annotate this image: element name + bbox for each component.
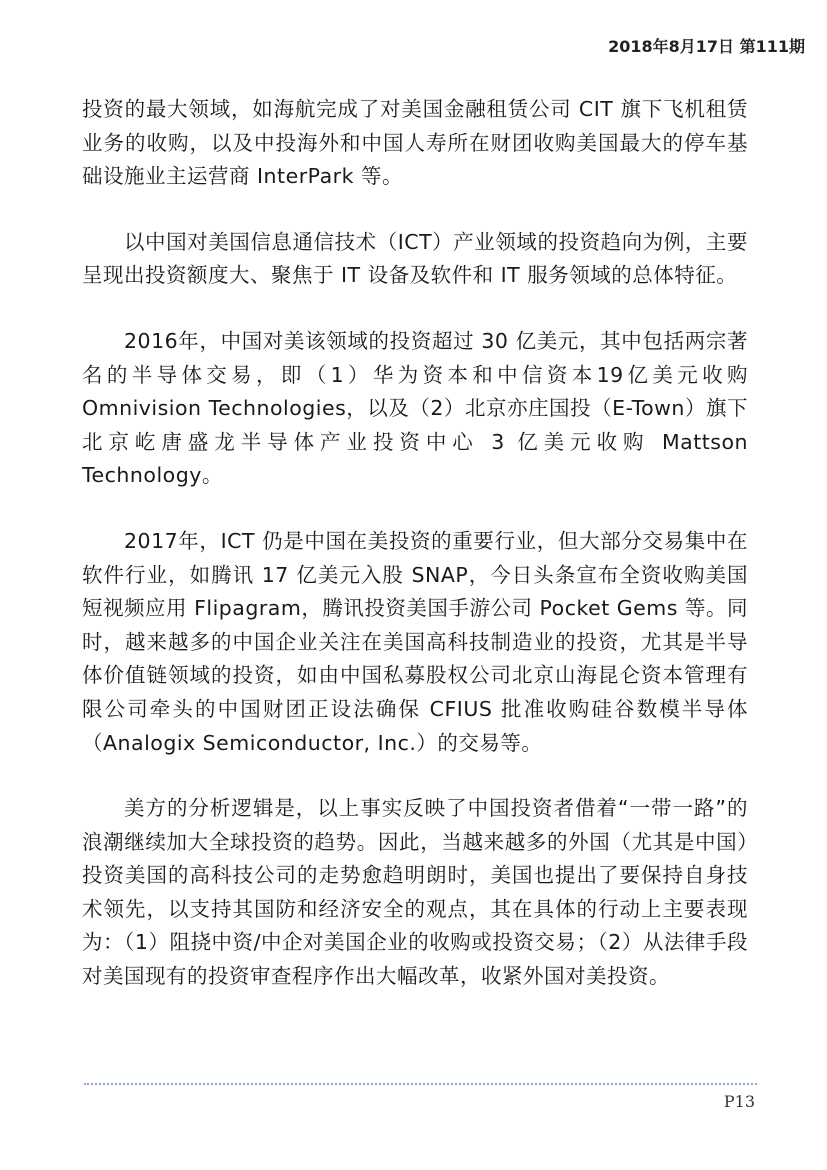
page-header: [608, 34, 805, 57]
header-date: 2018年8月17日: [608, 37, 735, 56]
paragraph-2017: 2017年，ICT 仍是中国在美投资的重要行业，但大部分交易集中在软件行业，如腾讯 17 亿美元入股 SNAP，今日头条宣布全资收购美国短视频应用 Flipagram，腾讯投资美国手游公司 Pocket Gems 等。同时，越来越多的中国企业关注在美国高科技制造业的投资，尤其是半导体价值链领域的投资，如由中国私募股权公司北京山海昆仑资本管理有限公司牵头的中国财团正设法确保 CFIUS 批准收购硅谷数模半导体（Analogix Semiconductor, Inc.）的交易等。: [82, 528, 748, 755]
paragraph-ict-overview: 以中国对美国信息通信技术（ICT）产业领域的投资趋向为例，主要呈现出投资额度大、聚焦于 IT 设备及软件和 IT 服务领域的总体特征。: [82, 229, 748, 288]
footer-divider: [84, 1083, 757, 1085]
paragraph-2016: 2016年，中国对美该领域的投资超过 30 亿美元，其中包括两宗著名的半导体交易，即（1）华为资本和中信资本19亿美元收购 Omnivision Technologies，以及（2）北京亦庄国投（E-Town）旗下北京屹唐盛龙半导体产业投资中心 3 亿美元收购 Mattson Technology。: [82, 328, 748, 488]
header-issue: 第111期: [739, 37, 805, 56]
article-body: [82, 93, 748, 1026]
paragraph-continuation: 投资的最大领域，如海航完成了对美国金融租赁公司 CIT 旗下飞机租赁业务的收购，以及中投海外和中国人寿所在财团收购美国最大的停车基础设施业主运营商 InterPark 等。: [82, 97, 748, 189]
page-number: P13: [723, 1092, 755, 1111]
paragraph-us-analysis: 美方的分析逻辑是，以上事实反映了中国投资者借着“一带一路”的浪潮继续加大全球投资的趋势。因此，当越来越多的外国（尤其是中国）投资美国的高科技公司的走势愈趋明朗时，美国也提出了要保持自身技术领先，以支持其国防和经济安全的观点，其在具体的行动上主要表现为：（1）阻挠中资/中企对美国企业的收购或投资交易；（2）从法律手段对美国现有的投资审查程序作出大幅改革，收紧外国对美投资。: [82, 796, 748, 989]
